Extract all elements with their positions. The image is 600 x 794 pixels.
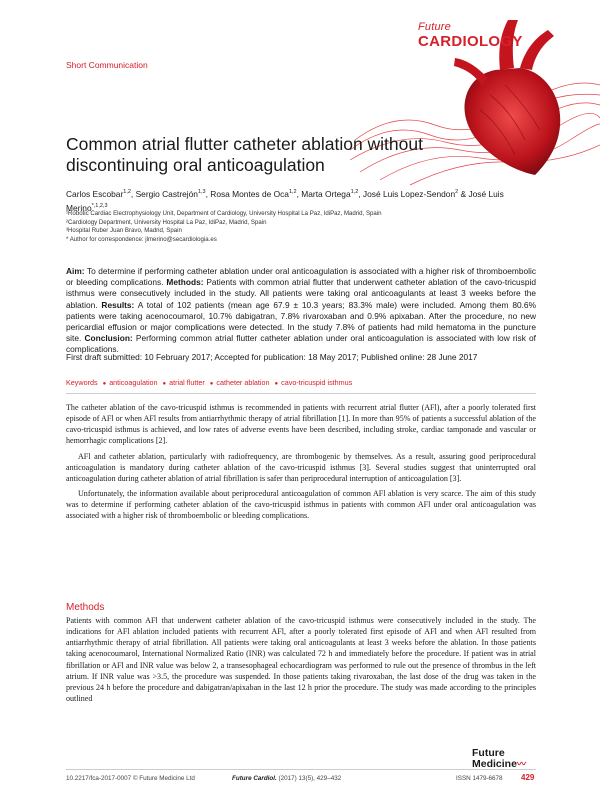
methods-heading: Methods bbox=[66, 602, 105, 613]
abstract-methods-label: Methods: bbox=[166, 277, 204, 288]
author-separator: , bbox=[358, 188, 363, 199]
footer-issn: ISSN 1479-6678 bbox=[456, 775, 503, 782]
section-divider bbox=[66, 393, 536, 394]
author-name: Carlos Escobar bbox=[66, 188, 124, 199]
affiliation-3: ³Hospital Ruber Juan Bravo, Madrid, Spain bbox=[66, 227, 182, 235]
methods-paragraph: Patients with common AFl that underwent catheter ablation of the cavo-tricuspid isthmus were consecutively included in the study. The indications for AFl ablation included patients with recurrent AFl, after a poorly tolerated first episode of AFl and when AFl resulted from antiarrhythmic therapy of atrial fibrillation. All patients were taking oral anticoagulants at least 3 weeks before the ablation. In those patients taking acenocoumarol, International Normalized Ratio (INR) was calculated 72 h and immediately before the procedure. If patient was in atrial fibrillation or AFl and INR value was below 2, a transesophageal echocardiogram was performed to rule out the presence of thrombus in the left atrium. If INR value was >3.5, the procedure was suspended. In those patients taking rivaroxaban, the last dose of the drug was taken in the previous 24 h before the procedure and dabigatran/apixaban in the last 12 h prior the procedure. The study was made according to the principles outlined bbox=[66, 616, 536, 704]
author-name: Rosa Montes de Oca bbox=[210, 188, 289, 199]
bullet-icon: ● bbox=[274, 381, 279, 387]
journal-brand bbox=[418, 22, 523, 49]
author-name: Sergio Castrejón bbox=[135, 188, 198, 199]
bullet-icon: ● bbox=[162, 381, 167, 387]
affiliations bbox=[66, 210, 536, 244]
author-name: José Luis Lopez-Sendon bbox=[362, 188, 456, 199]
author-affiliation-mark: 1,3 bbox=[197, 189, 206, 195]
affiliation-2: ²Cardiology Department, University Hospital La Paz, IdiPaz, Madrid, Spain bbox=[66, 218, 267, 226]
author-separator: , bbox=[130, 188, 136, 199]
methods-section bbox=[66, 615, 536, 704]
page-number: 429 bbox=[521, 773, 535, 782]
keywords bbox=[66, 378, 536, 387]
abstract-aim: To determine if performing catheter ablation under oral anticoagulation is associated with a higher risk of thromboembolic or bleeding complications. bbox=[66, 266, 536, 288]
abstract-aim-label: Aim: bbox=[66, 266, 85, 276]
footer-doi: 10.2217/fca-2017-0007 © Future Medicine Ltd bbox=[66, 775, 195, 782]
abstract-methods: Patients with common atrial flutter that underwent catheter ablation of the cavo-tricuspid isthmus were consecutively included in the study. All patients were taking oral anticoagulants at least 3 weeks before the ablation. bbox=[66, 277, 536, 310]
abstract-conclusion-label: Conclusion: bbox=[84, 333, 133, 344]
journal-brand-line1: Future bbox=[418, 21, 451, 33]
keywords-label: Keywords bbox=[66, 378, 98, 387]
author-name: Marta Ortega bbox=[301, 188, 351, 199]
intro-paragraph: Unfortunately, the information available about periprocedural anticoagulation of common AFl ablation is very scarce. The aim of this study was to determine if performing catheter ablation of the cavo-tricuspid isthmus in patients with common AFl under oral anticoagulation was associated with a higher risk of thromboembolic or bleeding complications. bbox=[66, 489, 536, 521]
publisher-logo bbox=[472, 748, 526, 769]
bullet-icon: ● bbox=[102, 381, 107, 387]
abstract bbox=[66, 266, 536, 356]
abstract-results: A total of 102 patients (mean age 67.9 ± 10.3 years; 83.3% male) were included. Among them 80.6% patients were taking acenocoumarol, 10.7% dabigatran, 7.8% rivaroxaban and 0.9% apixaban. After the procedure, no new pericardial effusion or major complications were detected. In the study 7.8% of patients had mild hematoma in the puncture site. bbox=[66, 299, 536, 344]
keyword[interactable]: cavo-tricuspid isthmus bbox=[281, 378, 353, 387]
footer-journal: Future Cardiol. bbox=[232, 775, 277, 782]
publication-dates: First draft submitted: 10 February 2017; Accepted for publication: 18 May 2017; Published online: 28 June 2017 bbox=[66, 352, 478, 362]
publisher-logo-line1: Future bbox=[472, 747, 505, 759]
article-type: Short Communication bbox=[66, 60, 148, 70]
author-separator: & bbox=[458, 188, 469, 199]
author-affiliation-mark: 1,2 bbox=[288, 189, 297, 195]
abstract-conclusion: Performing common atrial flutter catheter ablation under oral anticoagulation is associated with low risk of complications. bbox=[66, 333, 536, 355]
article-title: Common atrial flutter catheter ablation without discontinuing oral anticoagulation bbox=[66, 134, 423, 175]
swoosh-icon: 〰 bbox=[516, 758, 526, 769]
author-affiliation-mark: 1,2 bbox=[350, 189, 359, 195]
keyword[interactable]: atrial flutter bbox=[169, 378, 205, 387]
author-separator: , bbox=[205, 188, 211, 199]
abstract-results-label: Results: bbox=[101, 299, 135, 310]
author-name: José Luis Merino bbox=[66, 188, 504, 213]
footer-volume: (2017) 13(5), 429–432 bbox=[278, 775, 342, 782]
affiliation-1: ¹Robotic Cardiac Electrophysiology Unit, Department of Cardiology, University Hospital La Paz, IdiPaz, Madrid, Spain bbox=[66, 210, 382, 217]
bullet-icon: ● bbox=[209, 381, 214, 387]
author-separator: , bbox=[296, 188, 302, 199]
intro-paragraph: The catheter ablation of the cavo-tricuspid isthmus is recommended in patients with recurrent atrial flutter (AFl), after a poorly tolerated first episode of AFl or when AFl results from antiarrhythmic therapy of atrial fibrillation [1]. In more than 95% of patients a successful ablation of the cavo-tricuspid isthmus is achieved, and low rates of adverse events have been described, including stroke, cardiac tamponade and vascular or hemorrhagic complications [2]. bbox=[66, 403, 536, 446]
introduction bbox=[66, 402, 536, 522]
correspondence: * Author for correspondence: jlmerino@secardiologia.es bbox=[66, 235, 217, 243]
keyword[interactable]: anticoagulation bbox=[109, 378, 158, 387]
intro-paragraph: AFl and catheter ablation, particularly with radiofrequency, are thrombogenic by themselves. As a result, assuring good periprocedural anticoagulation is mandatory during catheter ablation of the cavo-tricuspid isthmus [3]. Several studies suggest that uninterrupted oral anticoagulation during catheter ablation of atrial fibrillation is safer than periprocedural interruption of anticoagulation [3]. bbox=[66, 451, 536, 483]
author-affiliation-mark: 1,2 bbox=[123, 189, 131, 195]
author-affiliation-mark: *,1,2,3 bbox=[91, 202, 108, 209]
author-affiliation-mark: 2 bbox=[455, 189, 459, 195]
footer-divider bbox=[66, 769, 536, 770]
keyword[interactable]: catheter ablation bbox=[216, 378, 270, 387]
footer-citation bbox=[232, 775, 341, 782]
journal-brand-line2: CARDIOLOGY bbox=[418, 33, 523, 50]
publisher-logo-line2: Medicine bbox=[472, 757, 517, 770]
